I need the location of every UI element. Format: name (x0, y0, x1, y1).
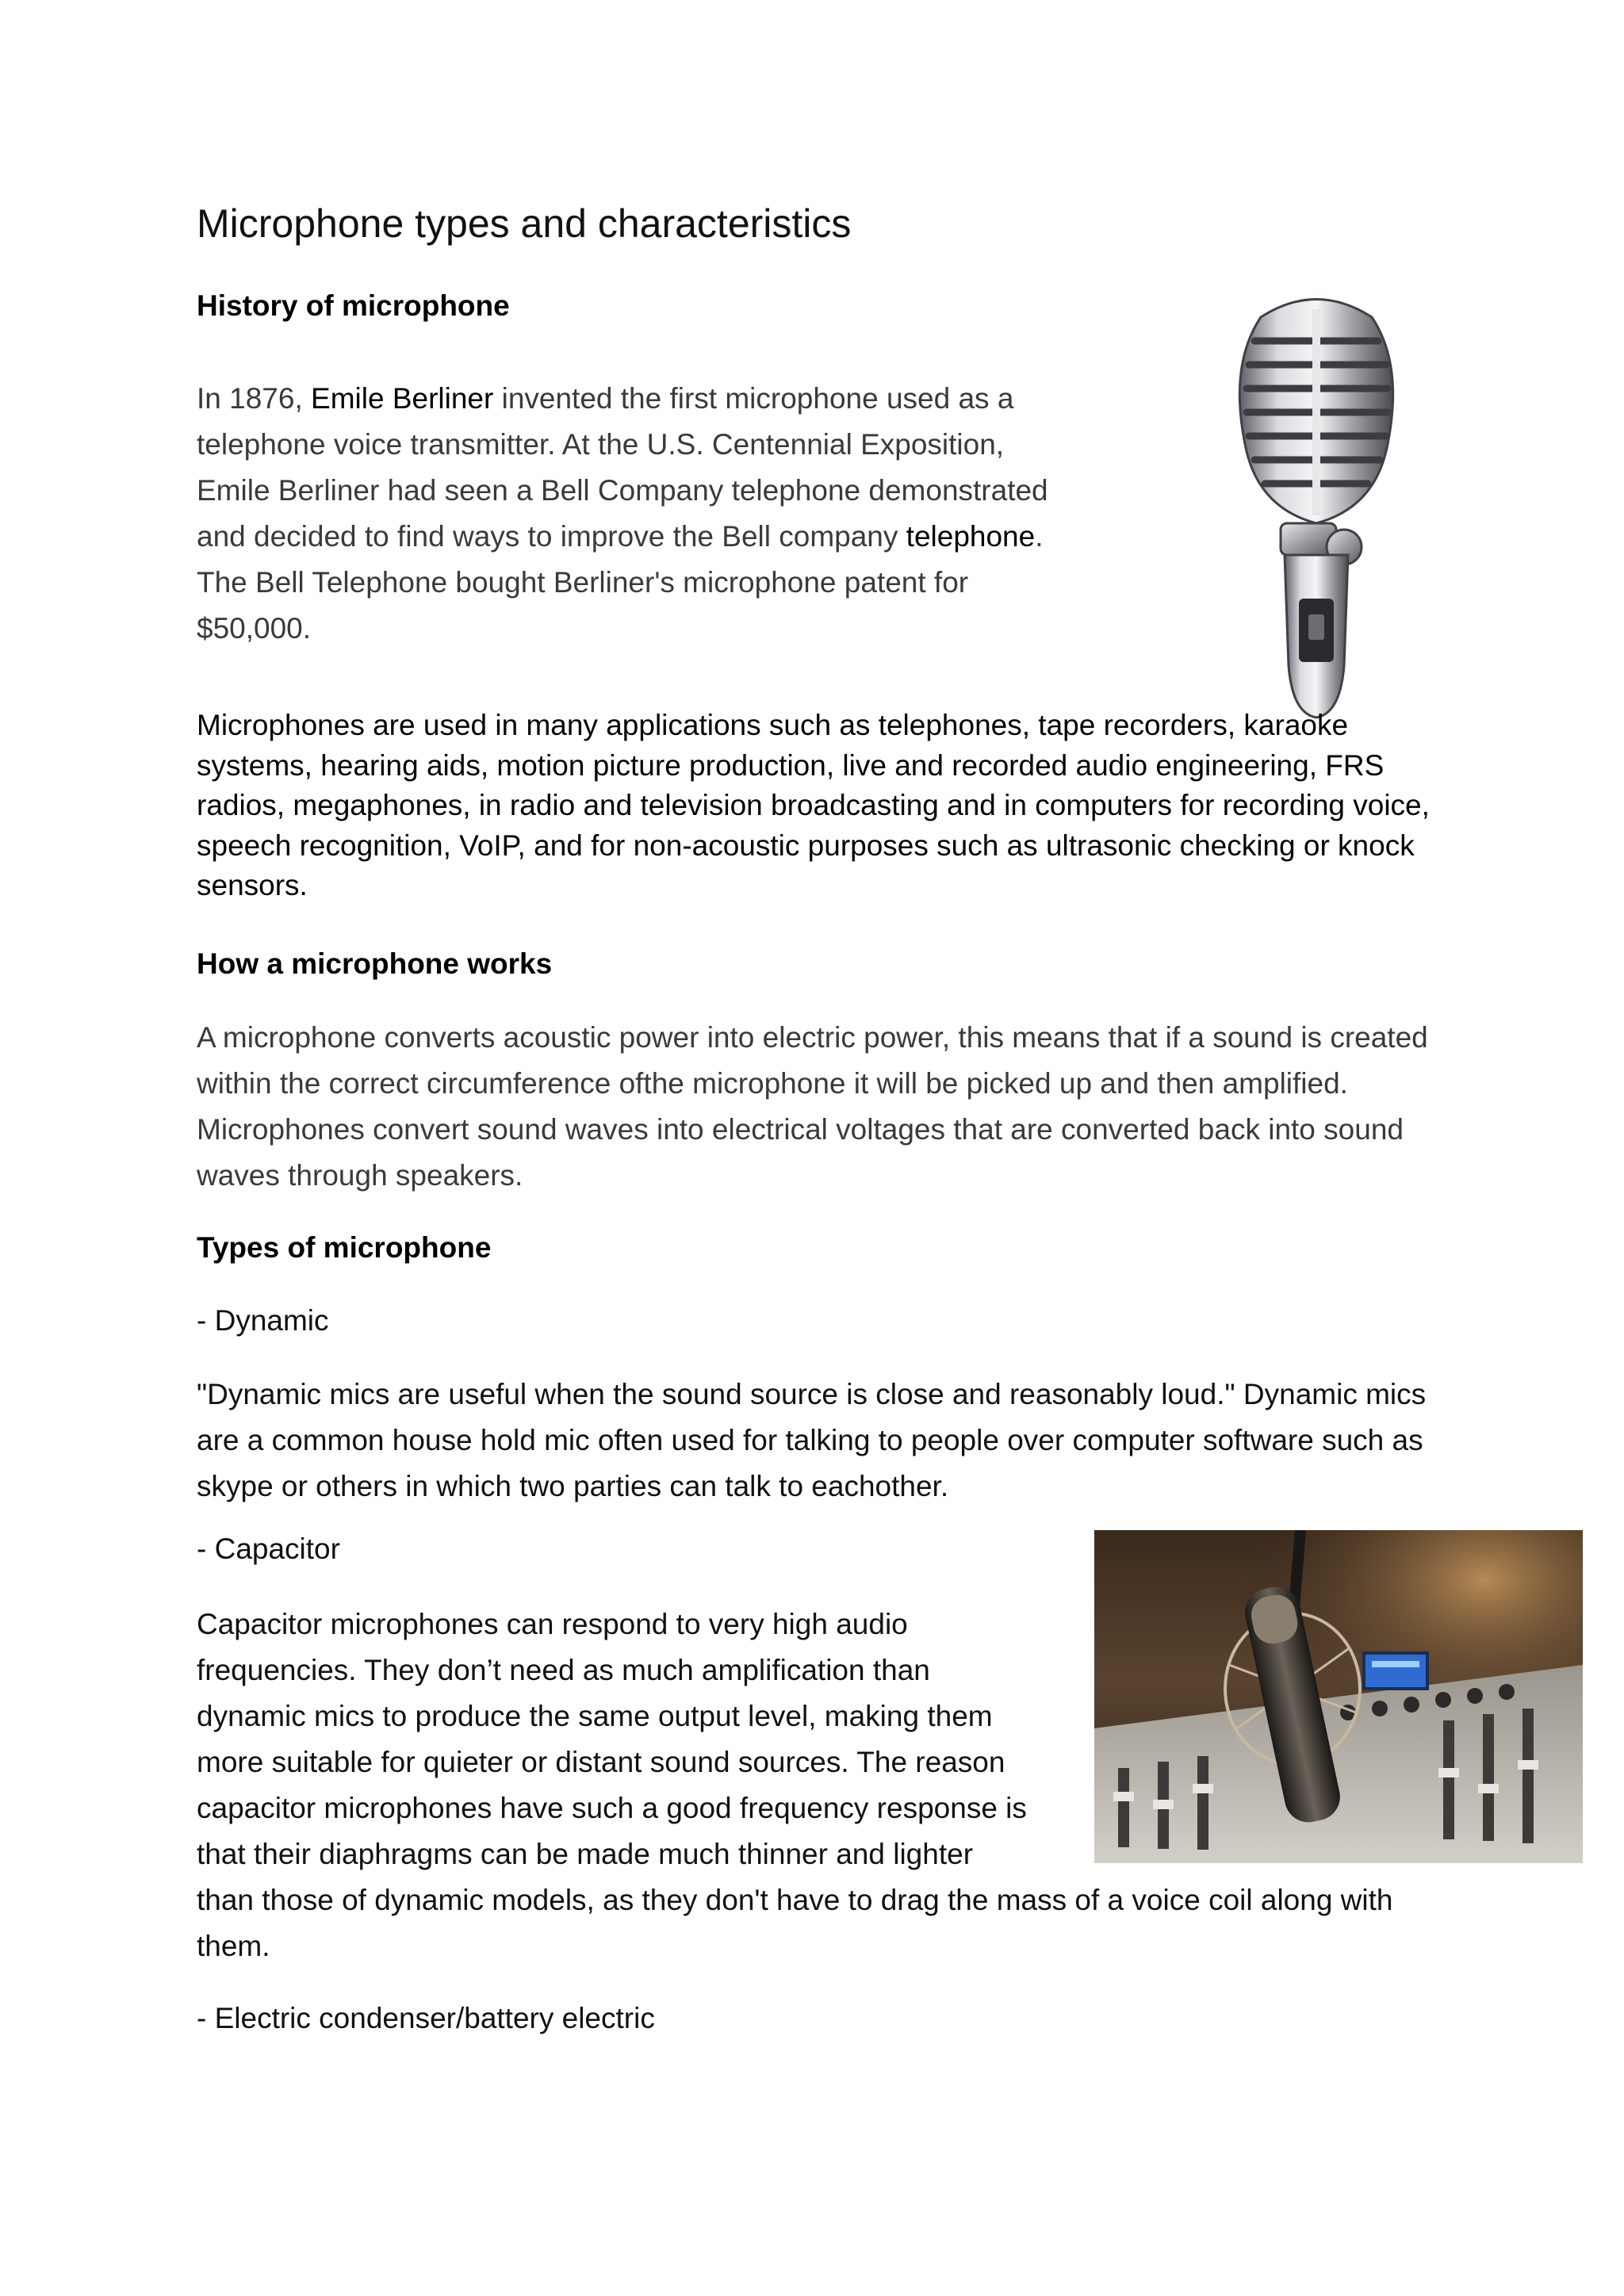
capacitor-line: frequencies. They don’t need as much amplification than (197, 1654, 930, 1686)
studio-mic-image-icon (1094, 1530, 1583, 1863)
page-title: Microphone types and characteristics (197, 201, 852, 246)
telephone-link[interactable]: telephone (906, 520, 1036, 553)
capacitor-line: capacitor microphones have such a good frequency response is (197, 1792, 1027, 1824)
emile-berliner-link[interactable]: Emile Berliner (311, 382, 494, 415)
studio-microphone-photo (1094, 1530, 1583, 1863)
capacitor-line: dynamic mics to produce the same output level, making them (197, 1700, 993, 1732)
microphone-icon (1205, 285, 1427, 729)
capacitor-line: Capacitor microphones can respond to very high audio (197, 1608, 908, 1640)
how-it-works-heading: How a microphone works (197, 947, 553, 980)
electric-condenser-label: - Electric condenser/battery electric (197, 2002, 655, 2034)
capacitor-line: than those of dynamic models, as they don't have to drag the mass of a voice coil along with (197, 1884, 1393, 1916)
history-heading: History of microphone (197, 289, 510, 322)
capacitor-label: - Capacitor (197, 1533, 340, 1565)
dynamic-paragraph: "Dynamic mics are useful when the sound source is close and reasonably loud." Dynamic mics are a common house hold mic often used for talking to people over computer software such as skype or others in which two parties can talk to eachother. (197, 1378, 1427, 1502)
dynamic-label: - Dynamic (197, 1304, 329, 1337)
vintage-microphone-image (1205, 285, 1427, 729)
history-paragraph: In 1876, Emile Berliner invented the first microphone used as a telephone voice transmitter. At the U.S. Centennial Exposition, Emile Berliner had seen a Bell Company telephone demonstrated and decided to find ways to improve the Bell company telephone. The Bell Telephone bought Berliner's microphone patent for $50,000. (197, 382, 1048, 645)
how-it-works-paragraph: A microphone converts acoustic power into electric power, this means that if a sound is created within the correct circumference ofthe microphone it will be picked up and then amplified. Microphones convert sound waves into electrical voltages that are converted back into sound waves through speakers. (197, 1021, 1428, 1192)
capacitor-line: them. (197, 1930, 270, 1962)
capacitor-line: more suitable for quieter or distant sound sources. The reason (197, 1746, 1005, 1778)
applications-paragraph: Microphones are used in many applications such as telephones, tape recorders, karaoke systems, hearing aids, motion picture production, live and recorded audio engineering, FRS radios, megaphones, in radio and television broadcasting and in computers for recording voice, speech recognition, VoIP, and for non-acoustic purposes such as ultrasonic checking or knock sensors. (197, 709, 1430, 901)
capacitor-line: that their diaphragms can be made much thinner and lighter (197, 1838, 974, 1870)
types-heading: Types of microphone (197, 1231, 492, 1264)
